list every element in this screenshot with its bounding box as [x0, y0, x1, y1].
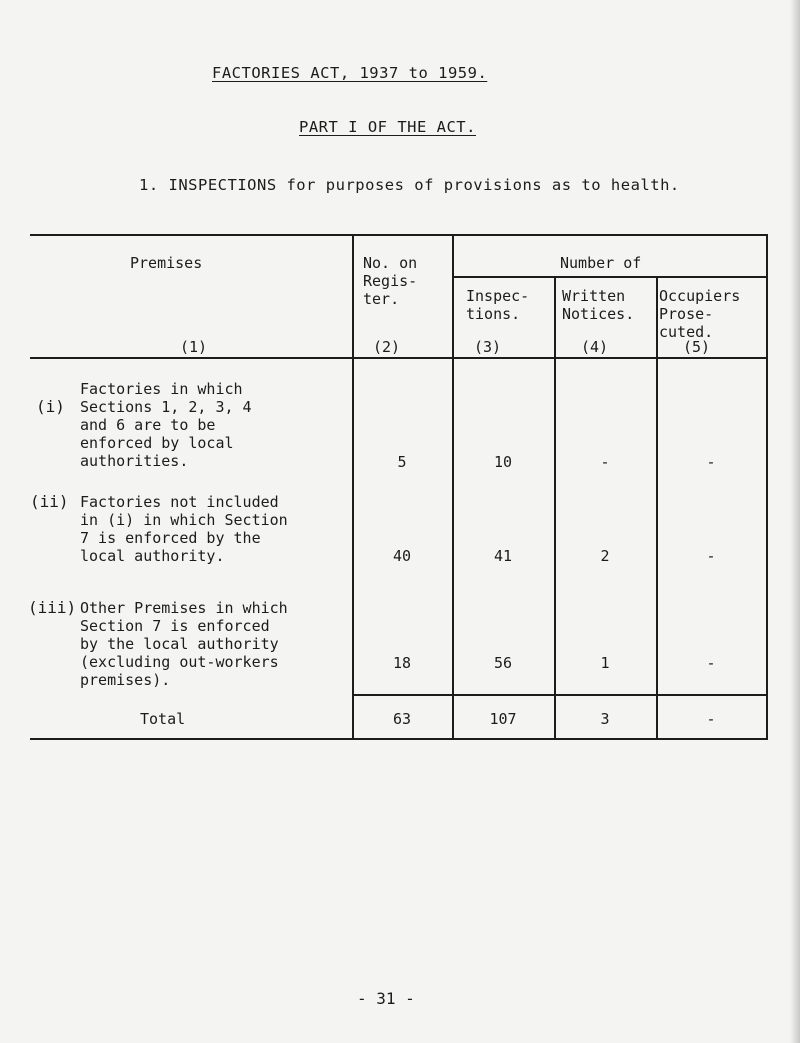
row-iii-inspections: 56 [493, 654, 513, 672]
total-inspections: 107 [489, 710, 517, 728]
header-written-notices: Written Notices. [562, 287, 635, 323]
header-registered-number: (2) [373, 338, 401, 356]
section-heading: 1. INSPECTIONS for purposes of provisions as to health. [139, 176, 680, 194]
header-registered: No. on Regis- ter. [363, 254, 418, 308]
row-i-prosecuted: - [706, 453, 716, 471]
header-premises-number: (1) [180, 338, 208, 356]
row-ii-description: Factories not included in (i) in which Section 7 is enforced by the local authority. [80, 493, 288, 565]
header-inspections-number: (3) [474, 338, 502, 356]
row-iii-registered: 18 [392, 654, 412, 672]
row-i-inspections: 10 [493, 453, 513, 471]
header-written-notices-number: (4) [581, 338, 609, 356]
row-iii-roman: (iii) [28, 598, 77, 617]
row-i-description: Factories in which Sections 1, 2, 3, 4 and 6 are to be enforced by local authorities. [80, 380, 252, 470]
row-ii-notices: 2 [600, 547, 610, 565]
header-occupiers-number: (5) [683, 338, 711, 356]
header-number-of: Number of [560, 254, 642, 272]
row-iii-prosecuted: - [706, 654, 716, 672]
row-i-registered: 5 [397, 453, 407, 471]
row-ii-registered: 40 [392, 547, 412, 565]
row-ii-inspections: 41 [493, 547, 513, 565]
document-subtitle: PART I OF THE ACT. [299, 118, 476, 136]
row-ii-roman: (ii) [30, 492, 69, 511]
col-rule-5 [766, 234, 768, 739]
page-edge-shadow [790, 0, 800, 1043]
row-ii-prosecuted: - [706, 547, 716, 565]
total-label: Total [140, 710, 186, 728]
total-notices: 3 [600, 710, 610, 728]
header-premises: Premises [130, 254, 203, 272]
table-top-rule [30, 234, 768, 236]
header-occupiers-prosecuted: Occupiers Prose- cuted. [659, 287, 741, 341]
total-top-rule [352, 694, 768, 696]
row-i-notices: - [600, 453, 610, 471]
total-prosecuted: - [706, 710, 716, 728]
number-of-rule [452, 276, 768, 278]
header-inspections: Inspec- tions. [466, 287, 530, 323]
page-number: - 31 - [357, 989, 415, 1008]
row-iii-notices: 1 [600, 654, 610, 672]
total-registered: 63 [392, 710, 412, 728]
document-title: FACTORIES ACT, 1937 to 1959. [212, 64, 488, 82]
row-iii-description: Other Premises in which Section 7 is enforced by the local authority (excluding out-workers premises). [80, 599, 288, 689]
row-i-roman: (i) [36, 397, 65, 416]
